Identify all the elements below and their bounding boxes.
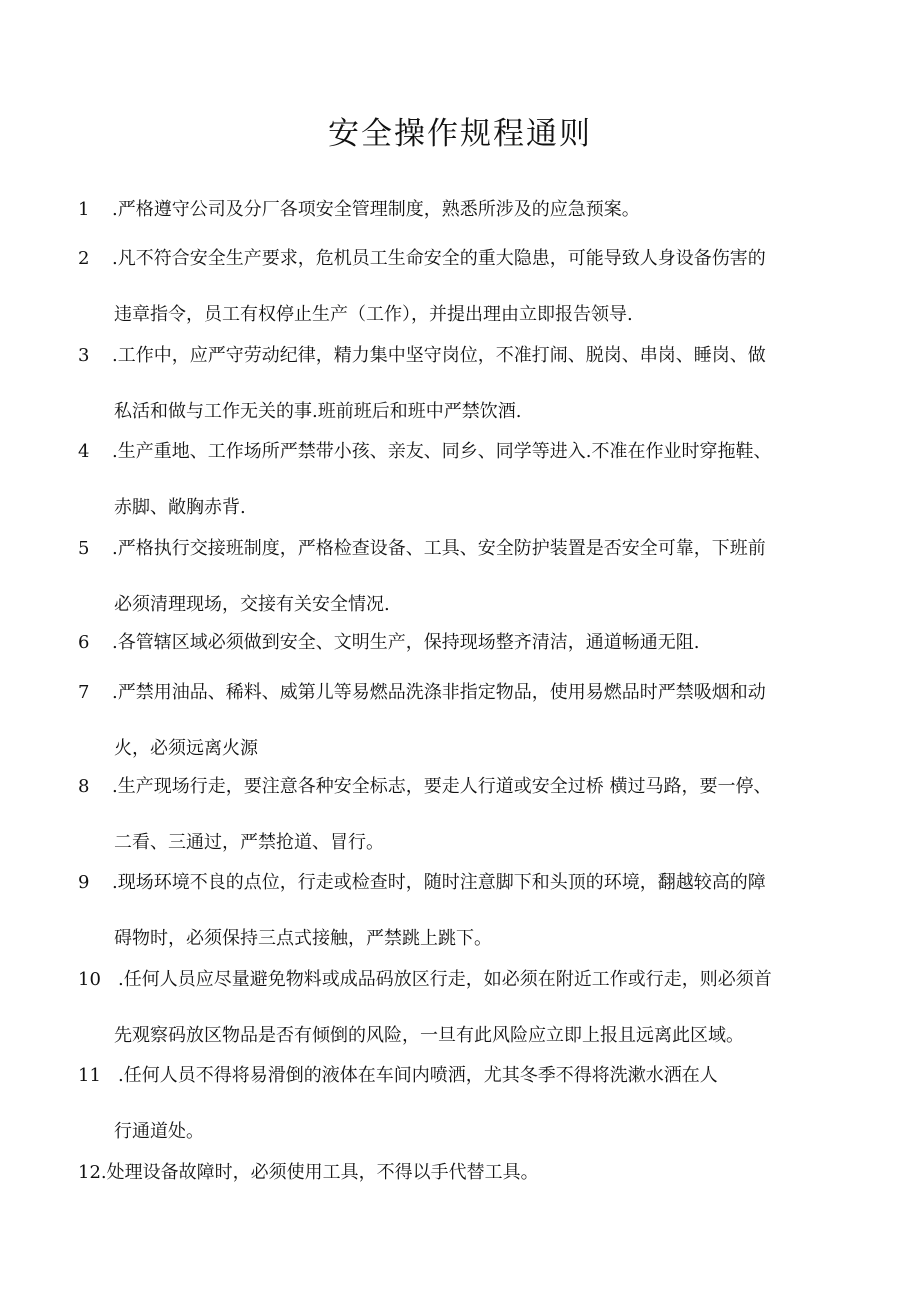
rule-separator: . [112, 776, 118, 797]
rule-separator: . [112, 682, 118, 703]
rule-separator: . [112, 441, 118, 462]
rule-text: 严格执行交接班制度，严格检查设备、工具、安全防护装置是否安全可靠，下班前 [117, 538, 766, 559]
document-title: 安全操作规程通则 [328, 116, 592, 152]
rule-text: 严禁用油品、稀料、威第儿等易燃品洗涤非指定物品，使用易燃品时严禁吸烟和动 [117, 682, 766, 703]
rule-text: 生产现场行走，要注意各种安全标志，要走人行道或安全过桥 横过马路，要一停、 [117, 776, 772, 797]
rule-item-6 [78, 633, 858, 653]
rule-text-continued: 先观察码放区物品是否有倾倒的风险，一旦有此风险应立即上报且远离此区域。 [114, 1025, 744, 1046]
rule-separator: . [112, 632, 118, 653]
rule-number: 3 [78, 345, 90, 366]
rule-text: 现场环境不良的点位，行走或检查时，随时注意脚下和头顶的环境，翻越较高的障 [117, 872, 766, 893]
rule-number: 7 [78, 682, 90, 703]
rule-text-continued: 违章指令，员工有权停止生产（工作），并提出理由立即报告领导. [114, 304, 633, 325]
rule-item-11 [78, 1066, 858, 1142]
rule-separator: . [112, 538, 118, 559]
rule-number: 1 [78, 199, 90, 220]
rule-text-continued: 行通道处。 [114, 1121, 204, 1142]
rule-item-1 [78, 200, 858, 220]
rule-text-continued: 二看、三通过，严禁抢道、冒行。 [114, 832, 384, 853]
rule-number: 5 [78, 538, 90, 559]
rule-text: 严格遵守公司及分厂各项安全管理制度，熟悉所涉及的应急预案。 [117, 199, 640, 220]
rule-text: 各管辖区域必须做到安全、文明生产，保持现场整齐清洁，通道畅通无阻. [117, 632, 700, 653]
rule-separator: . [112, 872, 118, 893]
rule-text-continued: 赤脚、敞胸赤背. [114, 497, 246, 518]
rule-number: 12. [78, 1162, 107, 1183]
rule-text: 凡不符合安全生产要求，危机员工生命安全的重大隐患，可能导致人身设备伤害的 [117, 248, 766, 269]
rule-number: 9 [78, 872, 90, 893]
rule-text-continued: 火，必须远离火源 [114, 738, 258, 759]
rule-number: 11 [78, 1065, 101, 1086]
rule-number: 6 [78, 632, 90, 653]
rule-number: 2 [78, 248, 90, 269]
rule-text-continued: 私活和做与工作无关的事.班前班后和班中严禁饮酒. [114, 401, 522, 422]
rule-item-9 [78, 873, 858, 949]
rule-separator: . [112, 345, 118, 366]
rule-separator: . [118, 969, 124, 990]
rule-text: 工作中，应严守劳动纪律，精力集中坚守岗位，不准打闹、脱岗、串岗、睡岗、做 [117, 345, 766, 366]
rule-number: 4 [78, 441, 90, 462]
rule-item-5 [78, 539, 858, 615]
rule-item-12 [78, 1163, 858, 1183]
rule-text: 生产重地、工作场所严禁带小孩、亲友、同乡、同学等进入.不准在作业时穿拖鞋、 [117, 441, 772, 462]
rule-text: 任何人员应尽量避免物料或成品码放区行走，如必须在附近工作或行走，则必须首 [123, 969, 772, 990]
rule-text-continued: 必须清理现场，交接有关安全情况. [114, 594, 390, 615]
rule-separator: . [118, 1065, 124, 1086]
rule-text: 处理设备故障时，必须使用工具，不得以手代替工具。 [106, 1162, 539, 1183]
rule-number: 8 [78, 776, 90, 797]
rule-separator: . [112, 199, 118, 220]
rule-item-2 [78, 249, 858, 325]
rule-separator: . [112, 248, 118, 269]
rule-text-continued: 碍物时，必须保持三点式接触，严禁跳上跳下。 [114, 928, 492, 949]
rule-item-8 [78, 777, 858, 853]
rule-item-7 [78, 683, 858, 759]
rule-item-3 [78, 346, 858, 422]
rule-number: 10 [78, 969, 101, 990]
rule-text: 任何人员不得将易滑倒的液体在车间内喷洒，尤其冬季不得将洗漱水洒在人 [123, 1065, 718, 1086]
rule-item-4 [78, 442, 858, 518]
rule-item-10 [78, 970, 858, 1046]
